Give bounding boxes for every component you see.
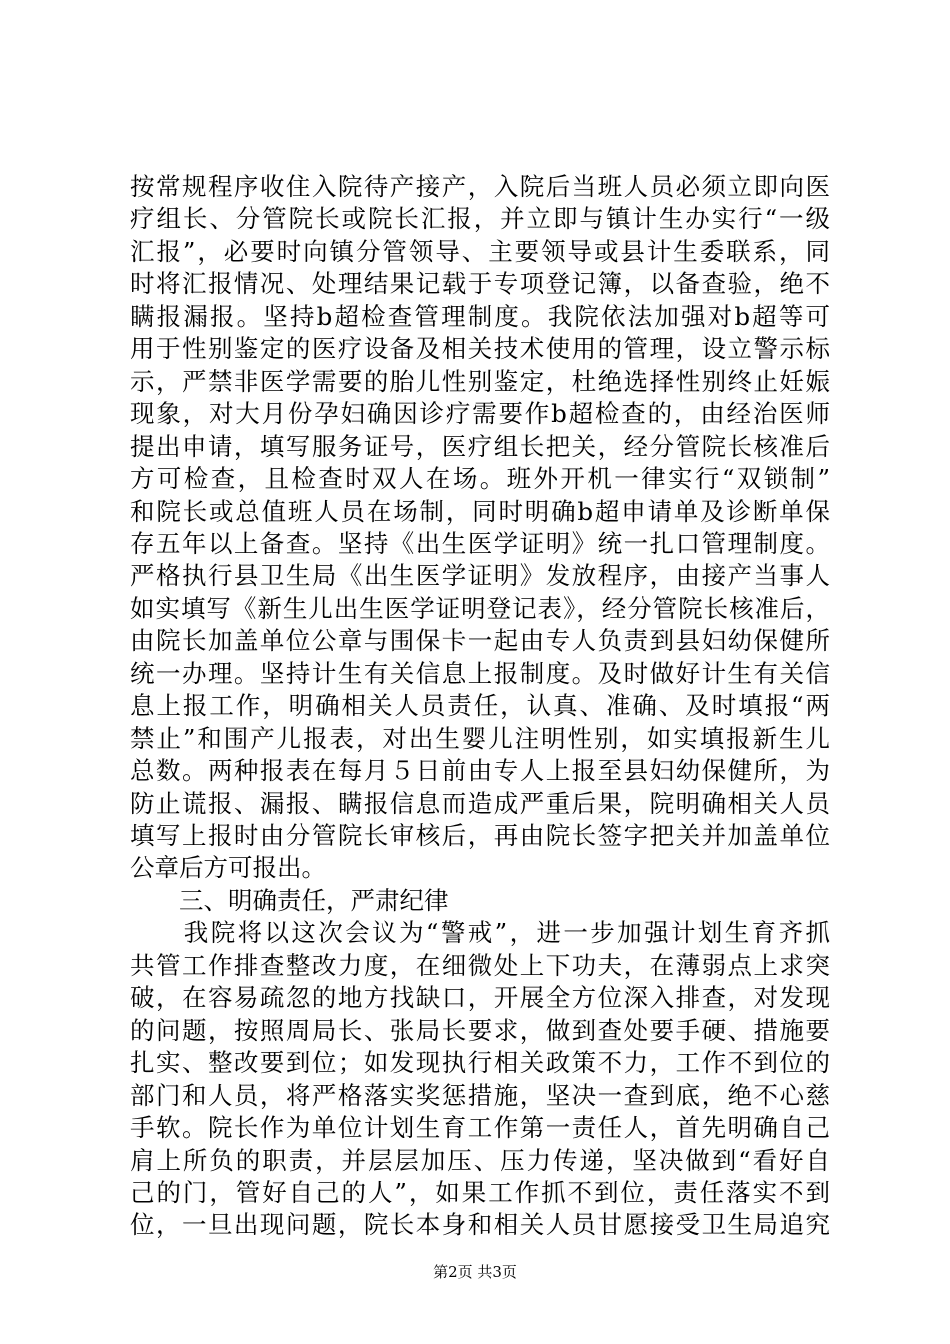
body-line: 总数。两种报表在每月５日前由专人上报至县妇幼保健所，为 — [130, 756, 830, 786]
section-heading: 三、明确责任，严肃纪律 — [130, 885, 449, 915]
body-line: 方可检查，且检查时双人在场。班外开机一律实行“双锁制” — [130, 464, 830, 494]
body-line: 示，严禁非医学需要的胎儿性别鉴定，杜绝选择性别终止妊娠 — [130, 366, 830, 396]
body-line: 的问题，按照周局长、张局长要求，做到查处要手硬、措施要 — [130, 1015, 830, 1045]
body-line: 扎实、整改要到位；如发现执行相关政策不力，工作不到位的 — [130, 1048, 830, 1078]
body-line: 严格执行县卫生局《出生医学证明》发放程序，由接产当事人 — [130, 561, 830, 591]
body-line: 位，一旦出现问题，院长本身和相关人员甘愿接受卫生局追究 — [130, 1210, 830, 1240]
body-line: 息上报工作，明确相关人员责任，认真、准确、及时填报“两 — [130, 691, 830, 721]
body-line: 肩上所负的职责，并层层加压、压力传递，坚决做到“看好自 — [130, 1145, 830, 1175]
body-line: 和院长或总值班人员在场制，同时明确b超申请单及诊断单保 — [130, 496, 830, 526]
body-line: 存五年以上备查。坚持《出生医学证明》统一扎口管理制度。 — [130, 528, 830, 558]
body-line: 用于性别鉴定的医疗设备及相关技术使用的管理，设立警示标 — [130, 334, 830, 364]
body-line: 我院将以这次会议为“警戒”，进一步加强计划生育齐抓 — [130, 918, 830, 948]
body-line: 瞒报漏报。坚持b超检查管理制度。我院依法加强对b超等可 — [130, 301, 830, 331]
body-line: 疗组长、分管院长或院长汇报，并立即与镇计生办实行“一级 — [130, 204, 830, 234]
body-line: 统一办理。坚持计生有关信息上报制度。及时做好计生有关信 — [130, 658, 830, 688]
body-line: 禁止”和围产儿报表，对出生婴儿注明性别，如实填报新生儿 — [130, 723, 830, 753]
page-footer: 第2页 共3页 — [433, 1263, 517, 1281]
body-line: 汇报”，必要时向镇分管领导、主要领导或县计生委联系，同 — [130, 236, 830, 266]
body-line: 共管工作排查整改力度，在细微处上下功夫，在薄弱点上求突 — [130, 950, 830, 980]
body-line: 己的门，管好自己的人”，如果工作抓不到位，责任落实不到 — [130, 1177, 830, 1207]
body-line: 时将汇报情况、处理结果记载于专项登记簿，以备查验，绝不 — [130, 269, 830, 299]
body-line: 提出申请，填写服务证号，医疗组长把关，经分管院长核准后 — [130, 431, 830, 461]
body-line: 手软。院长作为单位计划生育工作第一责任人，首先明确自己 — [130, 1113, 830, 1143]
body-line: 如实填写《新生儿出生医学证明登记表》，经分管院长核准后， — [130, 593, 830, 623]
body-line: 按常规程序收住入院待产接产，入院后当班人员必须立即向医 — [130, 172, 830, 201]
body-line: 破，在容易疏忽的地方找缺口，开展全方位深入排查，对发现 — [130, 983, 830, 1013]
body-line: 公章后方可报出。 — [130, 853, 326, 883]
body-line: 现象，对大月份孕妇确因诊疗需要作b超检查的，由经治医师 — [130, 399, 830, 429]
body-line: 由院长加盖单位公章与围保卡一起由专人负责到县妇幼保健所 — [130, 626, 830, 656]
body-line: 填写上报时由分管院长审核后，再由院长签字把关并加盖单位 — [130, 821, 830, 850]
body-line: 部门和人员，将严格落实奖惩措施，坚决一查到底，绝不心慈 — [130, 1080, 830, 1110]
body-line: 防止谎报、漏报、瞒报信息而造成严重后果，院明确相关人员 — [130, 788, 830, 818]
